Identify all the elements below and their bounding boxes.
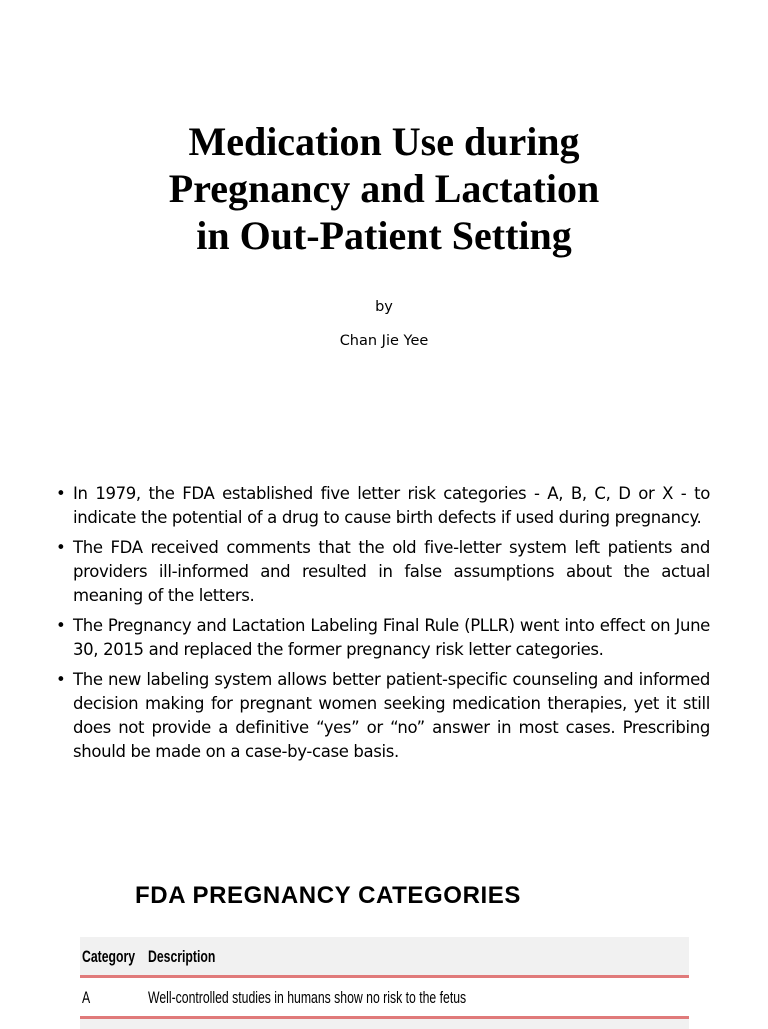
- pregnancy-category-table: [80, 937, 689, 1029]
- title-line-3: in Out-Patient Setting: [196, 213, 572, 258]
- column-header-description: Description: [148, 947, 216, 966]
- bullet-text: In 1979, the FDA established five letter risk categories - A, B, C, D or X - to indicate the potential of a drug to cause birth defects if used during pregnancy.: [73, 484, 710, 527]
- bullet-text: The Pregnancy and Lactation Labeling Final Rule (PLLR) went into effect on June 30, 2015 and replaced the former pregnancy risk letter categories.: [73, 616, 710, 659]
- title-line-1: Medication Use during: [188, 119, 580, 164]
- table-row: [80, 978, 689, 1019]
- table-row-partial: [80, 1019, 689, 1029]
- column-header-category: Category: [82, 947, 136, 966]
- bullet-item: [56, 614, 710, 662]
- bullet-dot-icon: •: [56, 484, 66, 503]
- table-cell-description: Well-controlled studies in humans show no risk to the fetus: [148, 988, 467, 1007]
- table-header-row: [80, 937, 689, 978]
- byline-by: by: [375, 299, 393, 315]
- bullet-dot-icon: •: [56, 616, 66, 635]
- bullet-dot-icon: •: [56, 670, 66, 689]
- document-title: [0, 118, 768, 259]
- bullet-item: [56, 668, 710, 764]
- section-heading: FDA PREGNANCY CATEGORIES: [135, 882, 521, 909]
- bullet-text: The new labeling system allows better patient-specific counseling and informed decision making for pregnant women seeking medication therapies, yet it still does not provide a definitive “yes” or “no” answer in most cases. Prescribing should be made on a case-by-case basis.: [73, 670, 710, 761]
- bullet-text: The FDA received comments that the old five-letter system left patients and providers ill-informed and resulted in false assumptions about the actual meaning of the letters.: [73, 538, 710, 605]
- bullet-item: [56, 536, 710, 608]
- bullet-item: [56, 482, 710, 530]
- title-line-2: Pregnancy and Lactation: [168, 166, 600, 211]
- bullet-list: [56, 482, 710, 770]
- bullet-dot-icon: •: [56, 538, 66, 557]
- author-name: Chan Jie Yee: [339, 333, 429, 349]
- table-cell-category: A: [82, 988, 91, 1007]
